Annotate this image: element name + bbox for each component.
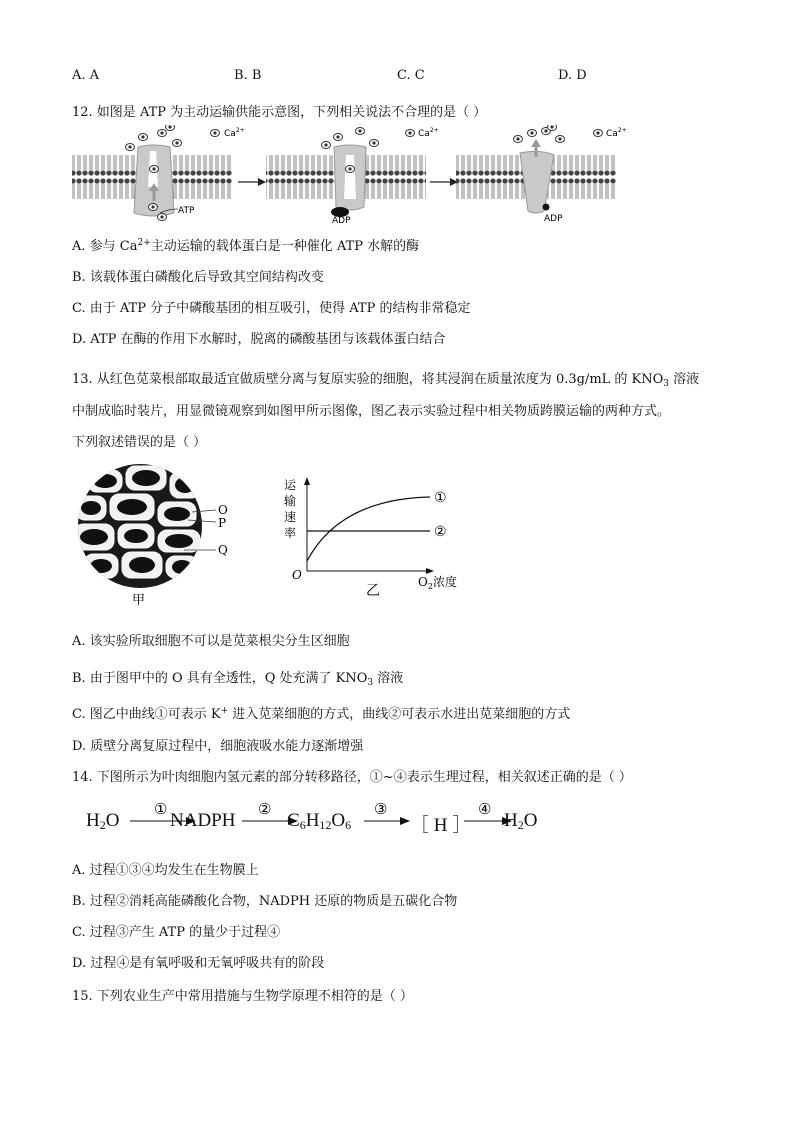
q11-option-b: B. B — [234, 68, 262, 83]
figure-yi-label: 乙 — [366, 583, 380, 599]
atp-transport-figure — [70, 125, 640, 225]
q12-option-d: D. ATP 在酶的作用下水解时，脱离的磷酸基团与该载体蛋白结合 — [72, 332, 446, 347]
graph-origin: O — [292, 568, 302, 582]
q11-option-d: D. D — [558, 68, 587, 83]
cell-micrograph-jia — [70, 462, 240, 607]
q14-stem: 14. 下图所示为叶肉细胞内氢元素的部分转移路径，①~④表示生理过程，相关叙述正确的是（ ） — [72, 770, 632, 785]
q13-option-b: B. 由于图甲中的 O 具有全透性，Q 处充满了 $KNO_3$ 溶液 — [72, 671, 404, 688]
label-q: Q — [218, 543, 228, 557]
transport-rate-graph-yi — [280, 475, 480, 600]
q11-option-c: C. C — [397, 68, 425, 83]
svg-text:④: ④ — [478, 800, 492, 818]
ca-label-1: $Ca^{2+}$ — [224, 127, 245, 139]
eq-h-bracket: ［ H ］ — [410, 815, 472, 836]
figure-jia-label: 甲 — [132, 593, 146, 607]
eq-nadph: NADPH — [170, 810, 236, 831]
q11-option-a: A. A — [72, 68, 100, 83]
eq-glucose: $C_6H_{12}O_6$ — [287, 810, 352, 832]
curve-1-label: ① — [434, 490, 447, 506]
eq-h2o-end: $H_2O$ — [504, 810, 538, 832]
xlabel: $O_2$浓度 — [418, 575, 457, 591]
q14-option-b: B. 过程②消耗高能磷酸化合物，NADPH 还原的物质是五碳化合物 — [72, 894, 458, 909]
ylabel-char-1: 运 — [284, 478, 297, 492]
svg-text:②: ② — [258, 800, 272, 818]
svg-text:③: ③ — [374, 800, 388, 818]
atp-label-1: ATP — [178, 206, 195, 216]
curve-1 — [307, 497, 430, 561]
q13-option-d: D. 质壁分离复原过程中，细胞液吸水能力逐渐增强 — [72, 739, 364, 754]
q13-stem-line2: 中制成临时装片，用显微镜观察到如图甲所示图像，图乙表示实验过程中相关物质跨膜运输的两种方式。 — [72, 404, 671, 419]
q13-option-c: C. 图乙中曲线①可表示 K+ 进入苋菜细胞的方式，曲线②可表示水进出苋菜细胞的方式 — [72, 706, 571, 722]
adp-label-2: ADP — [332, 216, 351, 225]
ylabel-char-3: 速 — [284, 510, 297, 524]
q14-option-a: A. 过程①③④均发生在生物膜上 — [72, 863, 259, 878]
ca-label-2: $Ca^{2+}$ — [418, 127, 439, 139]
label-p: P — [218, 516, 227, 530]
q13-stem-line1: 13. 从红色苋菜根部取最适宜做质壁分离与复原实验的细胞，将其浸润在质量浓度为 0.3g/mL 的 $KNO_3$ 溶液 — [72, 372, 700, 389]
q12-stem: 12. 如图是 ATP 为主动运输供能示意图，下列相关说法不合理的是（ ） — [72, 105, 487, 120]
q15-stem: 15. 下列农业生产中常用措施与生物学原理不相符的是（ ） — [72, 989, 413, 1004]
q12-option-c: C. 由于 ATP 分子中磷酸基团的相互吸引，使得 ATP 的结构非常稳定 — [72, 301, 471, 316]
q14-option-c: C. 过程③产生 ATP 的量少于过程④ — [72, 925, 281, 940]
ca-label-3: $Ca^{2+}$ — [606, 127, 627, 139]
svg-text:①: ① — [154, 800, 168, 818]
q13-option-a: A. 该实验所取细胞不可以是苋菜根尖分生区细胞 — [72, 634, 350, 649]
adp-label-3: ADP — [544, 214, 563, 224]
ylabel-char-4: 率 — [284, 526, 297, 540]
ylabel-char-2: 输 — [284, 494, 297, 508]
label-o: O — [218, 503, 228, 517]
curve-2-label: ② — [434, 524, 447, 540]
q12-option-b: B. 该载体蛋白磷酸化后导致其空间结构改变 — [72, 270, 324, 285]
eq-h2o-start: $H_2O$ — [86, 810, 120, 832]
q12-option-a: A. 参与 $Ca^{2+}$主动运输的载体蛋白是一种催化 ATP 水解的酶 — [72, 238, 420, 254]
q13-stem-line3: 下列叙述错误的是（ ） — [72, 435, 207, 450]
q14-option-d: D. 过程④是有氧呼吸和无氧呼吸共有的阶段 — [72, 956, 325, 971]
